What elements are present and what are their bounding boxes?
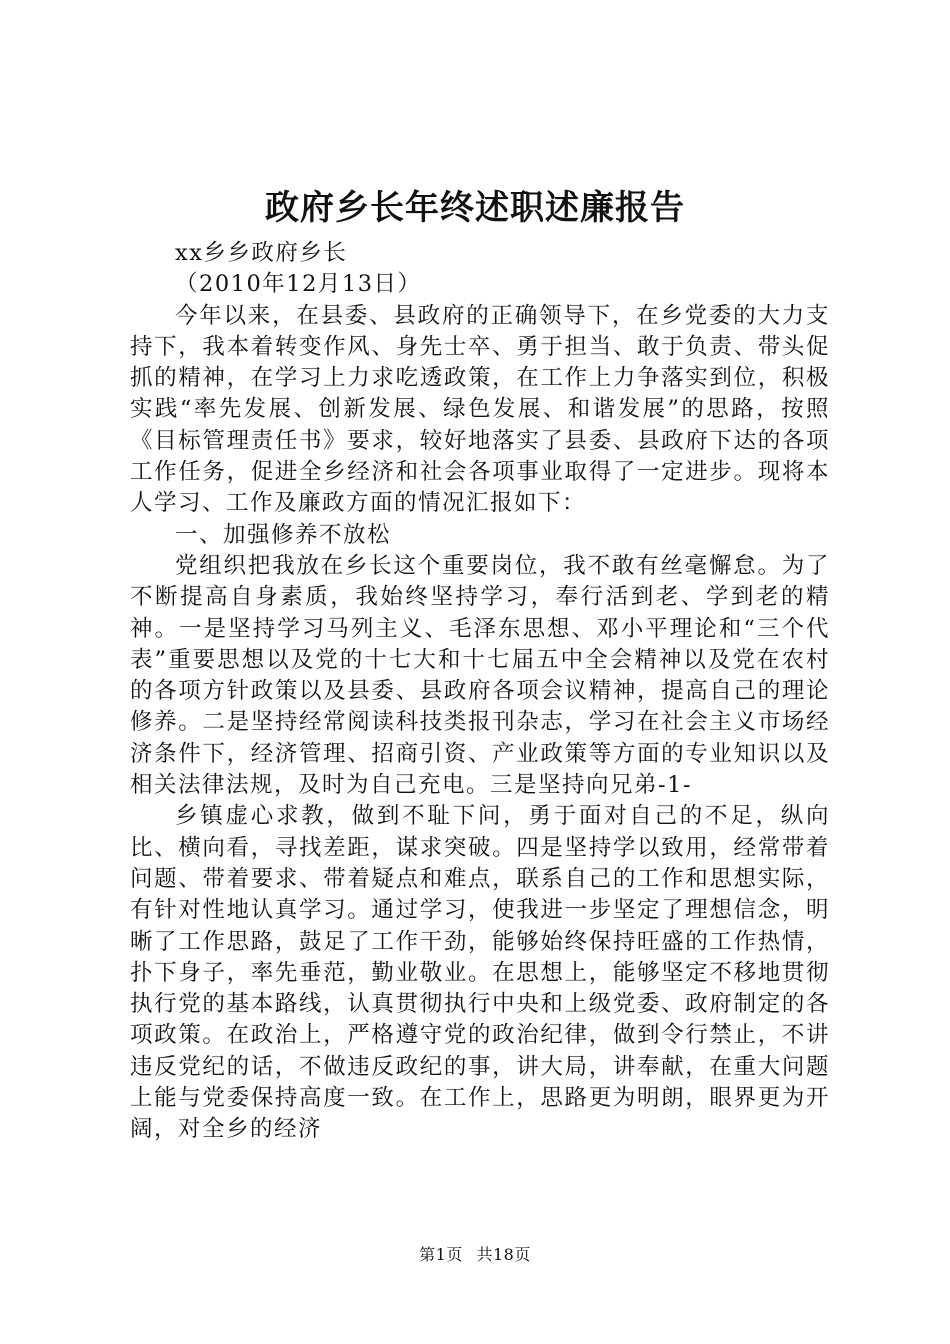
section-heading: 一、加强修养不放松 (175, 521, 392, 548)
paragraph-intro: 今年以来，在县委、县政府的正确领导下，在乡党委的大力支持下，我本着转变作风、身先士卒、勇于担当、敢于负责、带头促抓的精神，在学习上力求吃透政策，在工作上力争落实到位，积极实践“率先发展、创新发展、绿色发展、和谐发展”的思路，按照《目标管理责任书》要求，较好地落实了县委、县政府下达的各项工作任务，促进全乡经济和社会各项事业取得了一定进步。现将本人学习、工作及廉政方面的情况汇报如下： (130, 302, 830, 517)
page-total: 共18页 (476, 1245, 531, 1264)
page-footer (0, 1244, 950, 1266)
document-title: 政府乡长年终述职述廉报告 (265, 188, 685, 228)
document-body (130, 238, 830, 1146)
date-line: （2010年12月13日） (175, 271, 422, 298)
paragraph-study: 党组织把我放在乡长这个重要岗位，我不敢有丝毫懈怠。为了不断提高自身素质，我始终坚持学习，奉行活到老、学到老的精神。一是坚持学习马列主义、毛泽东思想、邓小平理论和“三个代表”重要思想以及党的十七大和十七届五中全会精神以及党在农村的各项方针政策以及县委、县政府各项会议精神，提高自己的理论修养。二是坚持经常阅读科技类报刊杂志，学习在社会主义市场经济条件下，经济管理、招商引资、产业政策等方面的专业知识以及相关法律法规，及时为自己充电。三是坚持向兄弟-1- (130, 552, 830, 799)
paragraph-continued: 乡镇虚心求教，做到不耻下问，勇于面对自己的不足，纵向比、横向看，寻找差距，谋求突破。四是坚持学以致用，经常带着问题、带着要求、带着疑点和难点，联系自己的工作和思想实际，有针对性地认真学习。通过学习，使我进一步坚定了理想信念，明晰了工作思路，鼓足了工作干劲，能够始终保持旺盛的工作热情，扑下身子，率先垂范，勤业敬业。在思想上，能够坚定不移地贯彻执行党的基本路线，认真贯彻执行中央和上级党委、政府制定的各项政策。在政治上，严格遵守党的政治纪律，做到令行禁止，不讲违反党纪的话，不做违反政纪的事，讲大局，讲奉献，在重大问题上能与党委保持高度一致。在工作上，思路更为明朗，眼界更为开阔，对全乡的经济 (130, 803, 830, 1143)
page-number: 第1页 (419, 1245, 463, 1264)
author-line: xx乡乡政府乡长 (175, 240, 348, 266)
